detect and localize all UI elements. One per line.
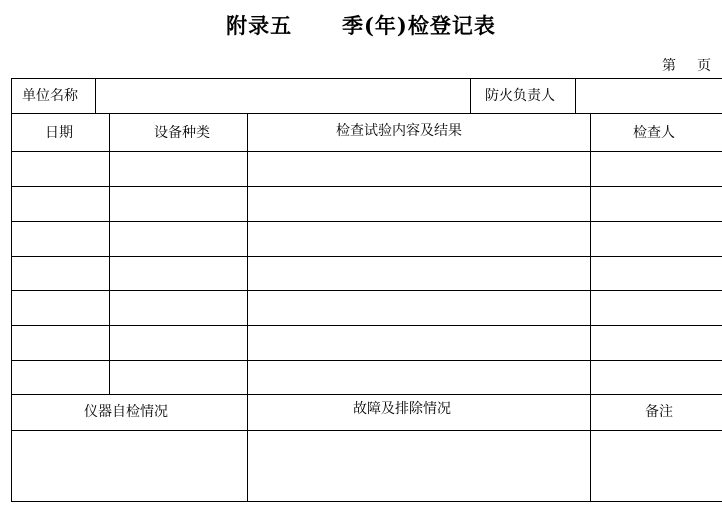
- table-cell-inspector[interactable]: [595, 160, 718, 176]
- row-divider: [11, 360, 722, 361]
- table-cell-inspector[interactable]: [595, 265, 718, 281]
- column-header-equipment-type: 设备种类: [154, 125, 210, 141]
- column-divider: [109, 113, 110, 395]
- column-header-inspector: 检查人: [633, 125, 675, 141]
- inspection-register-form: [11, 78, 722, 502]
- footer-header-remarks: 备注: [645, 404, 673, 420]
- page-number-suffix: 页: [697, 58, 711, 74]
- table-cell-inspector[interactable]: [595, 230, 718, 246]
- footer-cell-remarks-value[interactable]: [595, 438, 718, 494]
- table-cell-equipment-type[interactable]: [114, 299, 243, 315]
- table-cell-date[interactable]: [16, 195, 105, 211]
- table-cell-inspection-content[interactable]: [252, 265, 586, 281]
- column-header-divider: [11, 151, 722, 152]
- table-cell-inspection-content[interactable]: [252, 369, 586, 385]
- table-cell-date[interactable]: [16, 299, 105, 315]
- footer-cell-fault-handling-value[interactable]: [252, 438, 586, 494]
- column-header-date: 日期: [45, 125, 73, 141]
- table-cell-date[interactable]: [16, 369, 105, 385]
- form-bottom-border: [11, 501, 722, 502]
- header-cell-divider: [95, 78, 96, 114]
- table-cell-inspector[interactable]: [595, 299, 718, 315]
- row-divider: [11, 290, 722, 291]
- table-cell-inspector[interactable]: [595, 369, 718, 385]
- table-cell-inspector[interactable]: [595, 195, 718, 211]
- footer-divider: [11, 394, 722, 395]
- table-cell-date[interactable]: [16, 334, 105, 350]
- table-cell-inspection-content[interactable]: [252, 334, 586, 350]
- header-cell-divider: [575, 78, 576, 114]
- document-title: 附录五 季(年)检登记表: [226, 13, 496, 38]
- footer-header-fault-handling: 故障及排除情况: [353, 401, 451, 417]
- table-cell-inspection-content[interactable]: [252, 299, 586, 315]
- footer-header-divider: [11, 430, 722, 431]
- table-cell-date[interactable]: [16, 230, 105, 246]
- table-cell-equipment-type[interactable]: [114, 265, 243, 281]
- form-left-border: [11, 78, 12, 502]
- column-divider: [590, 113, 591, 502]
- row-divider: [11, 256, 722, 257]
- footer-cell-self-check-value[interactable]: [16, 438, 243, 494]
- header-cell-divider: [470, 78, 471, 114]
- footer-header-self-check: 仪器自检情况: [84, 404, 168, 420]
- column-header-inspection-content: 检查试验内容及结果: [336, 123, 462, 139]
- table-cell-equipment-type[interactable]: [114, 334, 243, 350]
- table-cell-equipment-type[interactable]: [114, 195, 243, 211]
- table-cell-equipment-type[interactable]: [114, 230, 243, 246]
- row-divider: [11, 325, 722, 326]
- table-cell-inspection-content[interactable]: [252, 230, 586, 246]
- column-divider: [247, 113, 248, 502]
- page-number-prefix: 第: [662, 58, 676, 74]
- unit-name-label: 单位名称: [22, 88, 78, 104]
- form-top-border: [11, 78, 722, 79]
- table-cell-equipment-type[interactable]: [114, 160, 243, 176]
- table-cell-equipment-type[interactable]: [114, 369, 243, 385]
- table-cell-inspection-content[interactable]: [252, 195, 586, 211]
- header-divider: [11, 113, 722, 114]
- table-cell-inspection-content[interactable]: [252, 160, 586, 176]
- row-divider: [11, 186, 722, 187]
- row-divider: [11, 221, 722, 222]
- table-cell-date[interactable]: [16, 160, 105, 176]
- table-cell-inspector[interactable]: [595, 334, 718, 350]
- fire-officer-label: 防火负责人: [485, 88, 555, 104]
- table-cell-date[interactable]: [16, 265, 105, 281]
